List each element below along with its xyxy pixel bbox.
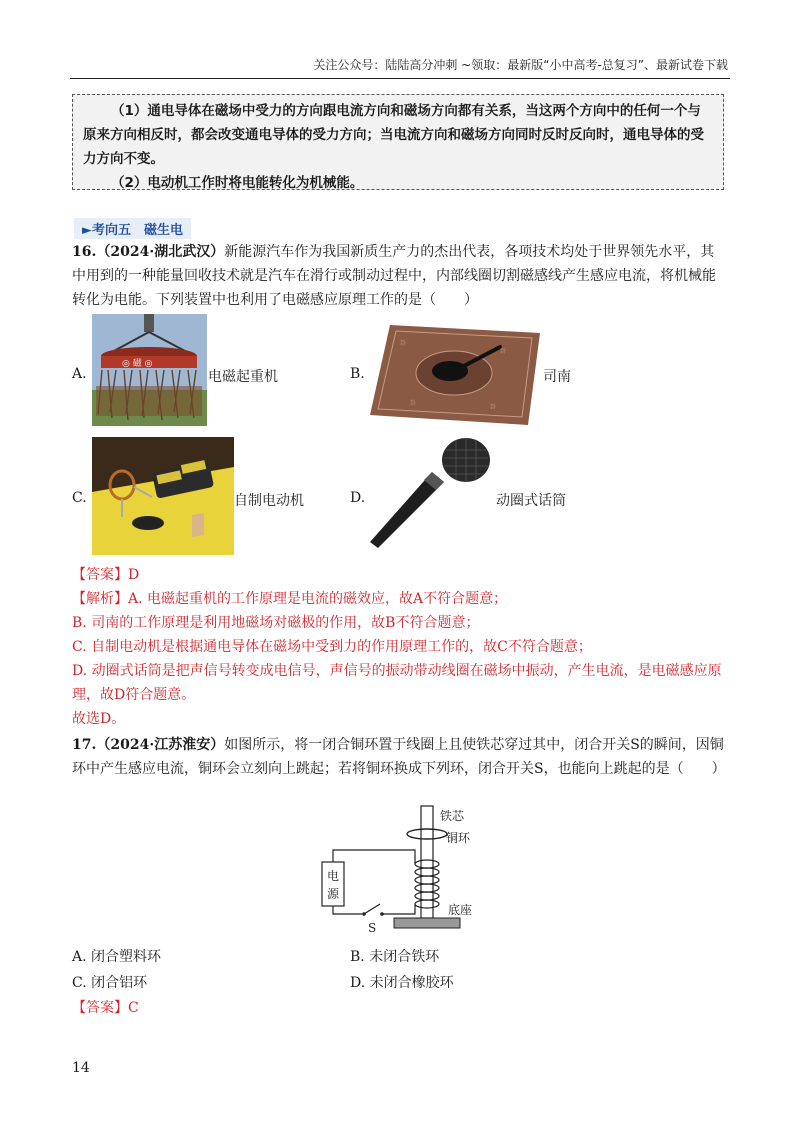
q17-option-d: [350, 972, 454, 992]
q16-answer: [72, 563, 728, 587]
diagram-label-copper-ring: 铜环: [446, 831, 471, 845]
diagram-label-power-1: 电: [327, 869, 340, 883]
svg-text:卦: 卦: [400, 340, 407, 347]
q17-option-d-text: 未闭合橡胶环: [369, 975, 454, 991]
svg-text:卦: 卦: [490, 404, 497, 411]
q16-answer-value: D: [128, 567, 140, 583]
q16-option-c-letter: C.: [72, 490, 87, 506]
page-number: 14: [72, 1060, 90, 1076]
q16-analysis-line-d: D. 动圈式话筒是把声信号转变成电信号，声信号的振动带动线圈在磁场中振动，产生电流，是电磁感应原理，故D符合题意。: [72, 663, 722, 703]
q16-number: 16.: [72, 244, 97, 260]
q16-analysis-line-b: B. 司南的工作原理是利用地磁场对磁极的作用，故B不符合题意；: [72, 615, 480, 631]
svg-text:卦: 卦: [500, 348, 507, 355]
q16-source: （2024·湖北武汉）: [96, 244, 225, 260]
q16-stem-text: 新能源汽车作为我国新质生产力的杰出代表，各项技术均处于世界领先水平，其中用到的一种能量回收技术就是汽车在滑行或制动过程中，内部线圈切割磁感线产生感应电流，将机械能转化为电能。下列装置中也利用了电磁感应原理工作的是（ ）: [72, 244, 716, 308]
motor-photo: [92, 437, 234, 555]
q17-option-c: [72, 972, 147, 992]
diagram-label-power-2: 源: [327, 887, 340, 901]
q17-answer-value: C: [128, 1000, 139, 1016]
q16-option-d-caption: 动圈式话筒: [496, 493, 566, 509]
q17-option-b: [350, 946, 439, 966]
diagram-label-iron-core: 铁芯: [440, 809, 465, 823]
q16-conclusion: 故选D。: [72, 711, 126, 727]
summary-box: [72, 94, 724, 190]
q16-option-a-caption: 电磁起重机: [208, 369, 278, 385]
q17-option-d-letter: D.: [350, 975, 366, 991]
q16-option-c-caption: 自制电动机: [234, 493, 304, 509]
q16-analysis-a: [72, 587, 728, 611]
q17-option-a-letter: A.: [72, 949, 87, 965]
q16-option-b-letter: B.: [350, 366, 365, 382]
q17-option-b-text: 未闭合铁环: [369, 949, 440, 965]
svg-text:◎ 磁 ◎: ◎ 磁 ◎: [122, 359, 153, 369]
page-header: 关注公众号：陆陆高分冲刺 ~领取：最新版“小中高考-总复习”、最新试卷下载: [313, 58, 728, 72]
header-divider: [70, 78, 730, 79]
q17-number: 17.: [72, 737, 97, 753]
q16-analysis-line-a: A. 电磁起重机的工作原理是电流的磁效应，故A不符合题意；: [128, 591, 508, 607]
crane-photo: [92, 314, 207, 426]
q17-stem-text: 如图所示，将一闭合铜环置于线圈上且使铁芯穿过其中，闭合开关S的瞬间，因铜环中产生感应电流，铜环会立刻向上跳起；若将铜环换成下列环，闭合开关S，也能向上跳起的是（ ）: [72, 737, 726, 777]
summary-point-2: （2）电动机工作时将电能转化为机械能。: [111, 175, 364, 191]
diagram-label-base: 底座: [448, 903, 473, 917]
summary-point-1: （1）通电导体在磁场中受力的方向跟电流方向和磁场方向都有关系，当这两个方向中的任何一个与原来方向相反时，都会改变通电导体的受力方向；当电流方向和磁场方向同时反时反向时，通电导体的受力方向不变。: [83, 103, 704, 167]
q17-option-b-letter: B.: [350, 949, 365, 965]
svg-text:卦: 卦: [410, 400, 417, 407]
q16-option-b-caption: 司南: [543, 369, 571, 385]
microphone-photo: [370, 436, 494, 554]
q17-answer-tag: 【答案】: [72, 1000, 128, 1016]
coil-ring-diagram: [318, 804, 498, 944]
q16-option-a-letter: A.: [72, 366, 87, 382]
q17-option-a-text: 闭合塑料环: [91, 949, 162, 965]
q16-stem: [72, 240, 728, 312]
q17-source: （2024·江苏淮安）: [96, 737, 225, 753]
q16-analysis-tag: 【解析】: [72, 591, 128, 607]
diagram-label-switch: S: [368, 921, 377, 935]
q17-answer: [72, 996, 728, 1020]
q17-option-c-text: 闭合铝环: [91, 975, 148, 991]
q17-option-c-letter: C.: [72, 975, 87, 991]
q16-answer-tag: 【答案】: [72, 567, 128, 583]
sinan-photo: [370, 317, 542, 429]
q17-option-a: [72, 946, 161, 966]
q17-stem: [72, 733, 728, 781]
q16-analysis-line-c: C. 自制电动机是根据通电导体在磁场中受到力的作用原理工作的，故C不符合题意；: [72, 639, 592, 655]
section-tag: ►考向五 磁生电: [74, 218, 191, 239]
q16-option-d-letter: D.: [350, 490, 366, 506]
